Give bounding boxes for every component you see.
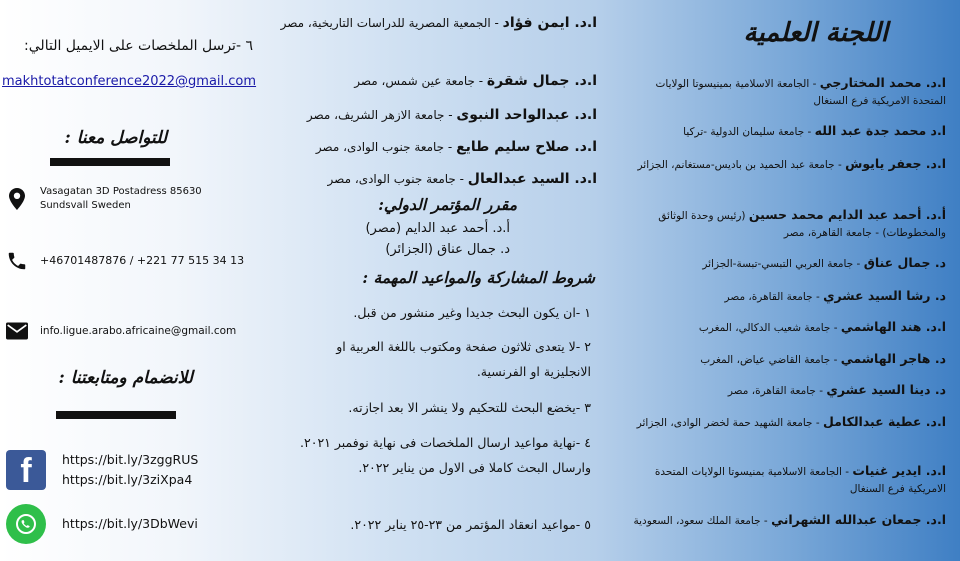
rapporteur-list [365, 218, 510, 260]
condition-item: ١ -ان يكون البحث جديدا وغير منشور من قبل. [353, 305, 591, 320]
scientific-committee-panel [615, 0, 960, 561]
contact-panel [0, 0, 275, 561]
member-item [277, 136, 597, 158]
member-item [277, 168, 597, 190]
member-name: ا.د. ايدير غنيات [852, 463, 946, 478]
member-affiliation: - جامعة سليمان الدولية -تركيا [683, 126, 815, 138]
committee-member [621, 74, 946, 110]
contact-heading: للتواصل معنا : [64, 128, 167, 148]
envelope-icon [6, 320, 28, 342]
condition-item: ٥ -مواعيد انعقاد المؤتمر من ٢٣-٢٥ يناير ٢٠٢٢. [350, 517, 591, 532]
whatsapp-link[interactable]: https://bit.ly/3DbWevi [62, 516, 198, 531]
whatsapp-row [6, 504, 198, 544]
member-affiliation: - جامعة القاهرة، مصر [727, 385, 827, 397]
committee-member [621, 462, 946, 498]
middle-panel [275, 0, 615, 561]
committee-member [621, 511, 946, 530]
phone-icon [6, 250, 28, 272]
member-affiliation: - الجامعة الاسلامية بمينيسوتا الولايات المتحدة الامريكية فرع السنغال [655, 78, 946, 107]
committee-member [621, 287, 946, 306]
condition-item: ٢ -لا يتعدى ثلاثون صفحة ومكتوب باللغة العربية او الانجليزية او الفرنسية. [336, 339, 591, 379]
whatsapp-icon[interactable] [6, 504, 46, 544]
member-name: ا.د. ايمن فؤاد [502, 15, 597, 31]
facebook-link-1[interactable]: https://bit.ly/3zggRUS [62, 452, 199, 467]
condition-item: ٣ -يخضع البحث للتحكيم ولا ينشر الا بعد اجازته. [348, 400, 591, 415]
contact-divider [50, 158, 170, 166]
member-affiliation: - الجمعية المصرية للدراسات التاريخية، مصر [280, 16, 503, 30]
member-name: ا.د. السيد عبدالعال [467, 171, 597, 187]
address-line-2: Sundsvall Sweden [40, 200, 131, 211]
contact-email[interactable]: info.ligue.arabo.africaine@gmail.com [40, 325, 237, 337]
committee-member [621, 206, 946, 242]
member-name: ا.د. صلاح سليم طايع [456, 139, 597, 155]
location-pin-icon [6, 188, 28, 210]
submission-note: ٦ -ترسل الملخصات على الايميل التالي: [24, 38, 253, 54]
committee-title: اللجنة العلمية [743, 18, 888, 48]
phone-numbers[interactable]: +46701487876 / +221 77 515 34 13 [40, 254, 245, 267]
member-item [277, 104, 597, 126]
member-affiliation: - جامعة العربي التبسي-تبسة-الجزائر [702, 258, 864, 270]
phone-row [6, 250, 244, 272]
facebook-row [6, 450, 198, 490]
member-affiliation: - جامعة القاضي عياض، المغرب [700, 354, 841, 366]
committee-member [621, 155, 946, 174]
member-name: ا.د. محمد المختارجي [819, 75, 946, 90]
committee-member [621, 318, 946, 337]
member-affiliation: - جامعة الازهر الشريف، مصر [306, 108, 457, 122]
member-affiliation: - جامعة عبد الحميد بن باديس-مستغانم، الجزائر [637, 159, 846, 171]
facebook-link-2[interactable]: https://bit.ly/3ziXpa4 [62, 472, 193, 487]
follow-heading: للانضمام ومتابعتنا : [58, 368, 193, 388]
address-row [6, 185, 202, 213]
facebook-links [62, 450, 198, 490]
committee-member [621, 413, 946, 432]
member-name: ا.د. عبدالواحد النبوى [456, 107, 597, 123]
member-name: ا.د. جمعان عبدالله الشهراني [771, 512, 946, 527]
member-name: أ.د. أحمد عبد الدايم محمد حسين [748, 207, 946, 222]
member-affiliation: - الجامعة الاسلامية بمنيسوتا الولايات المتحدة الامريكية فرع السنغال [654, 466, 946, 495]
member-name: د. هاجر الهاشمي [840, 351, 946, 366]
member-affiliation: - جامعة جنوب الوادى، مصر [315, 140, 457, 154]
committee-member [621, 122, 946, 141]
member-name: د. دينا السيد عشري [826, 382, 946, 397]
member-affiliation: - جامعة الملك سعود، السعودية [633, 515, 772, 527]
email-row [6, 320, 236, 342]
rapporteur-item: د. جمال عناق (الجزائر) [385, 242, 510, 257]
member-affiliation: - جامعة شعيب الدكالي، المغرب [698, 322, 841, 334]
follow-divider [56, 411, 176, 419]
committee-member [621, 350, 946, 369]
rapporteur-item: أ.د. أحمد عبد الدايم (مصر) [365, 221, 510, 236]
member-affiliation: - جامعة عين شمس، مصر [354, 74, 487, 88]
member-affiliation: - جامعة جنوب الوادى، مصر [327, 172, 468, 186]
member-name: ا.د محمد جدة عبد الله [814, 123, 946, 138]
address-text [40, 185, 202, 213]
condition-item: ٤ -نهاية مواعيد ارسال الملخصات فى نهاية نوفمبر ٢٠٢١. وارسال البحث كاملا فى الاول من يناير ٢٠٢٢. [300, 435, 591, 475]
member-affiliation: (رئيس وحدة الوثائق والمخطوطات) - جامعة القاهرة، مصر [658, 210, 946, 239]
member-name: د. جمال عناق [863, 255, 946, 270]
facebook-icon[interactable]: f [6, 450, 46, 490]
member-name: ا.د. جمال شقرة [486, 73, 597, 89]
member-name: ا.د. جعفر يايوش [845, 156, 946, 171]
address-line-1: Vasagatan 3D Postadress 85630 [40, 186, 202, 197]
member-affiliation: - جامعة الشهيد حمة لخضر الوادى، الجزائر [636, 417, 823, 429]
committee-member [621, 381, 946, 400]
member-name: ا.د. عطية عبدالكامل [823, 414, 946, 429]
rapporteur-heading: مقرر المؤتمر الدولي: [378, 195, 517, 214]
member-affiliation: - جامعة القاهرة، مصر [724, 291, 824, 303]
member-name: ا.د. هند الهاشمي [840, 319, 946, 334]
member-item [277, 12, 597, 34]
submission-email-link[interactable]: makhtotatconference2022@gmail.com [2, 74, 257, 89]
member-name: د. رشا السيد عشري [823, 288, 946, 303]
member-item [277, 70, 597, 92]
conditions-heading: شروط المشاركة والمواعيد المهمة : [362, 268, 595, 287]
committee-member [621, 254, 946, 273]
